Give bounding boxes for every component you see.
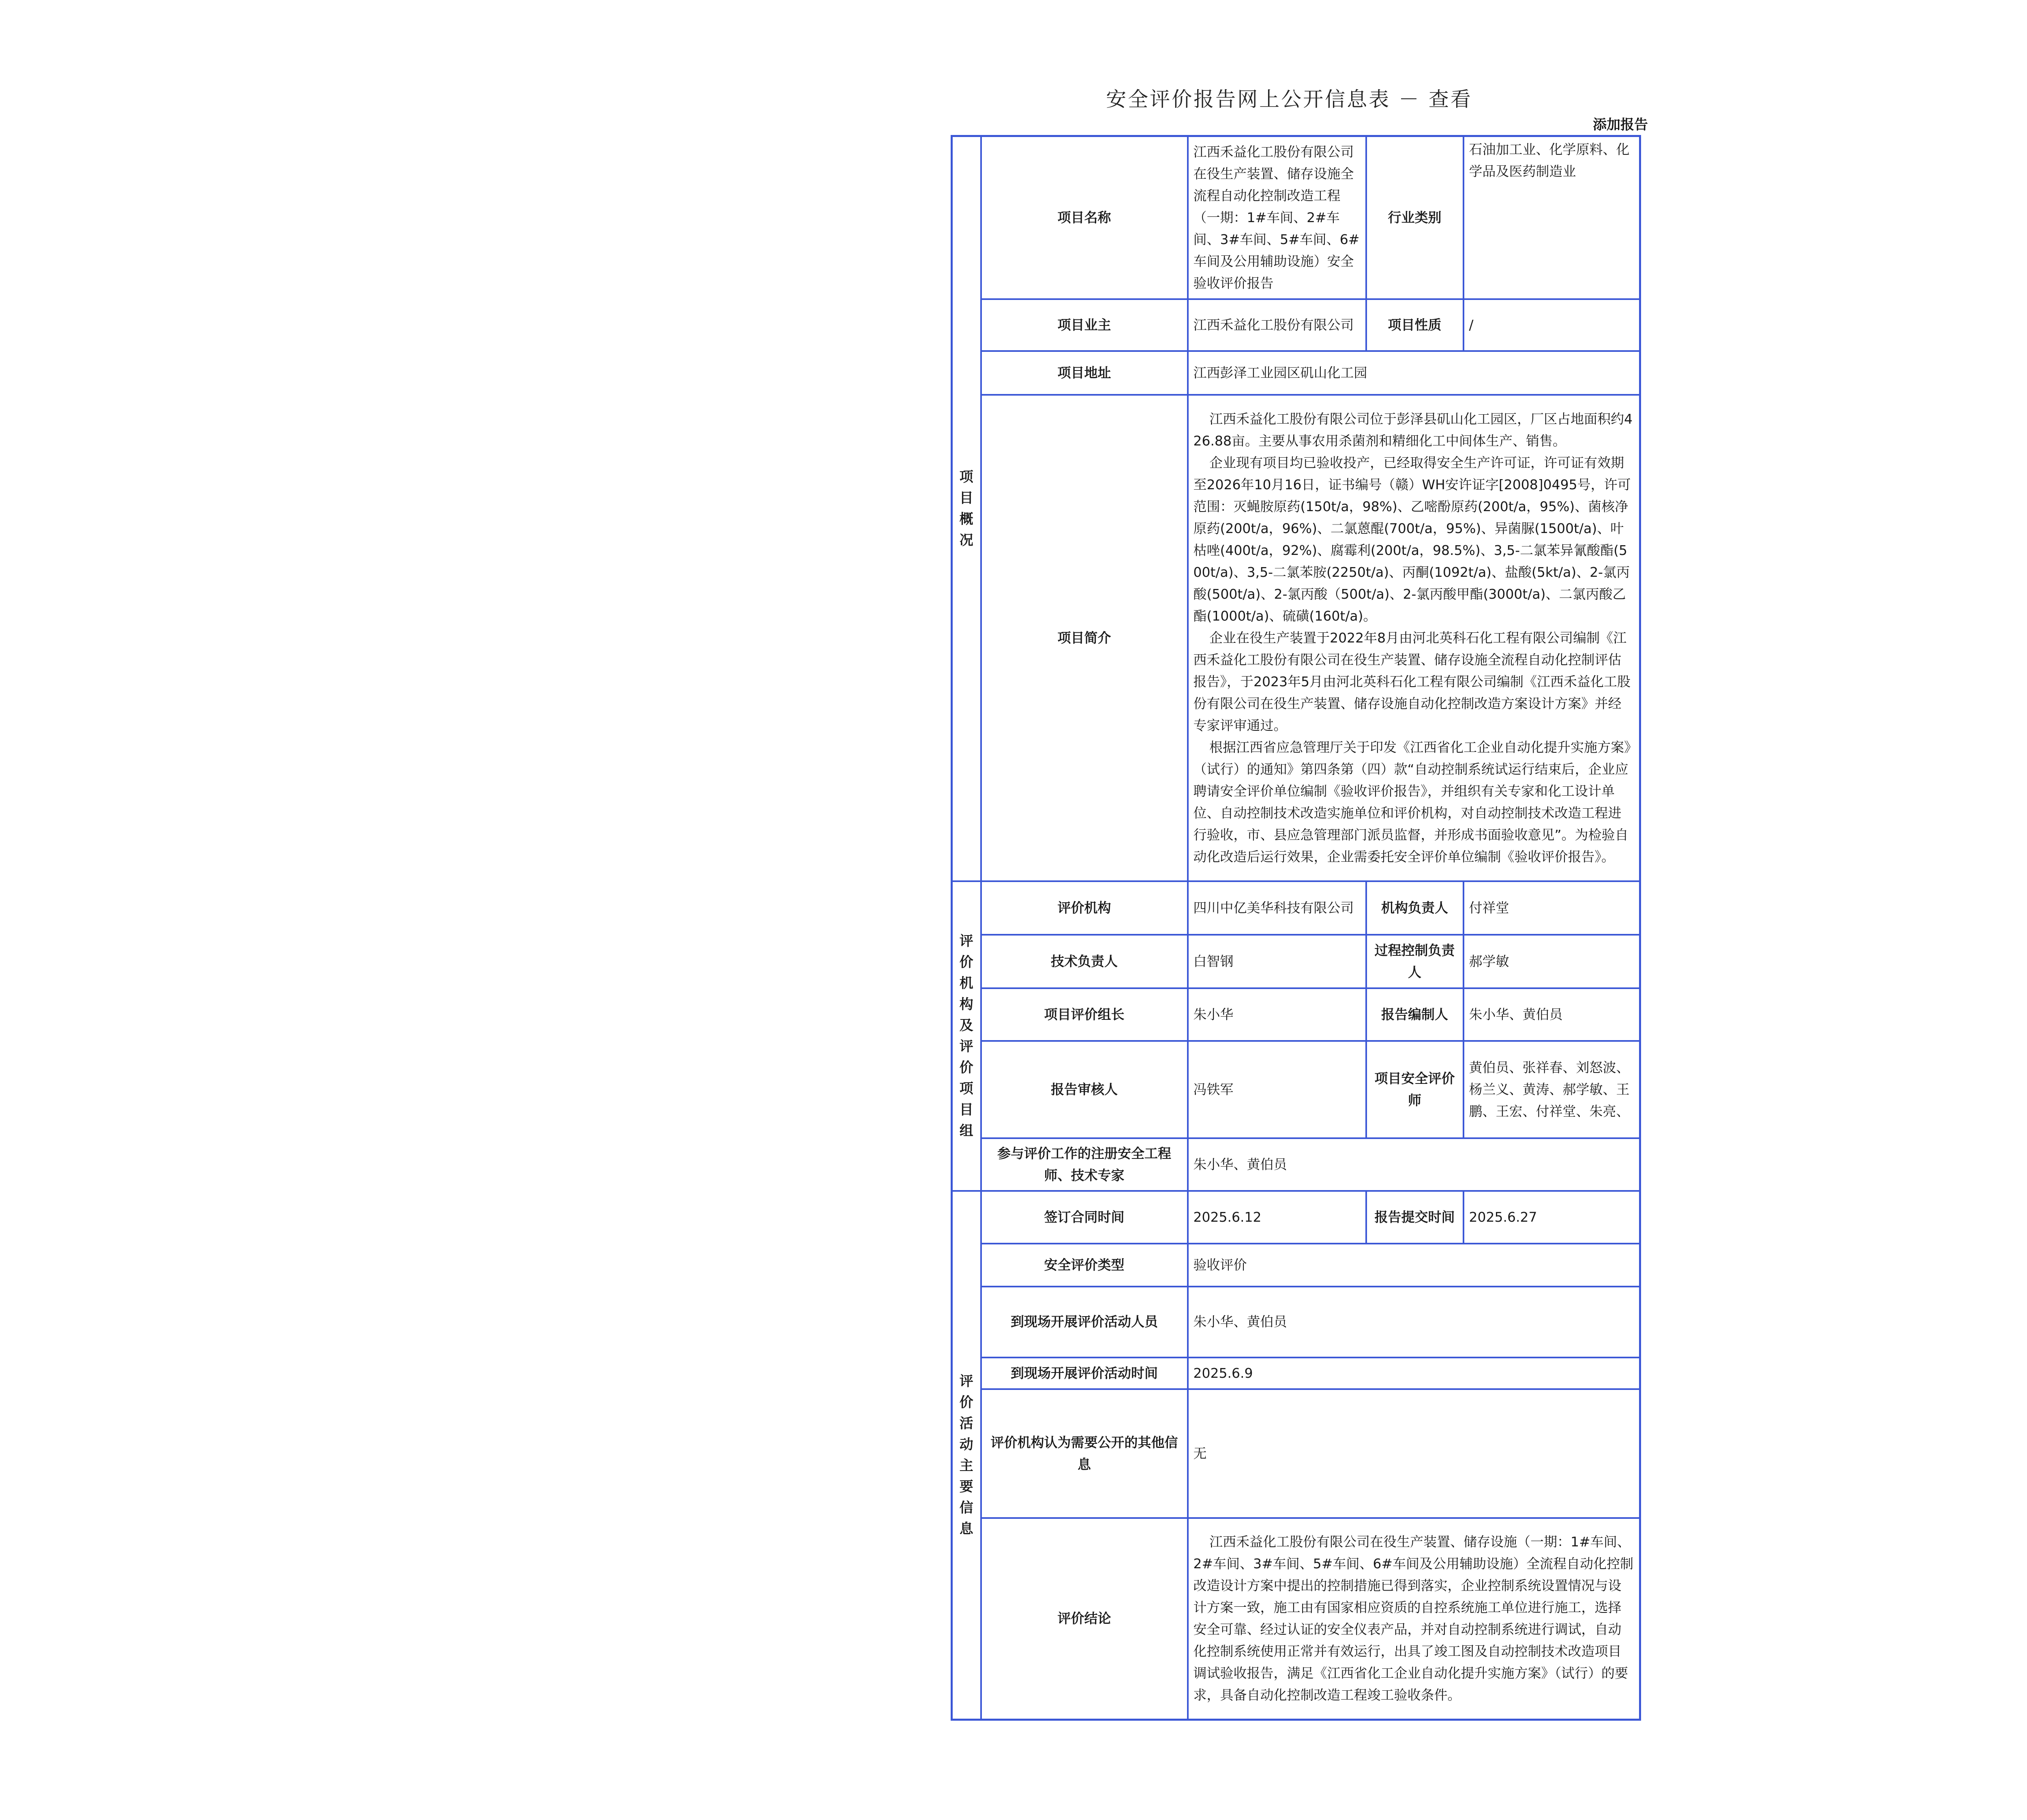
page-title: 安全评价报告网上公开信息表 － 查看 — [1106, 88, 1472, 111]
table-row — [952, 988, 1640, 1041]
section-char: 评 — [959, 1038, 973, 1055]
section-char: 概 — [959, 511, 973, 527]
nature-value: / — [1463, 299, 1640, 351]
contract-date-value: 2025.6.12 — [1188, 1191, 1366, 1244]
section-char: 机 — [959, 975, 973, 991]
other-info-label: 评价机构认为需要公开的其他信息 — [981, 1389, 1188, 1518]
industry-value: 石油加工业、化学原料、化学品及医药制造业 — [1463, 136, 1640, 299]
section-char: 价 — [959, 1394, 973, 1411]
table-row — [952, 881, 1640, 935]
site-staff-value: 朱小华、黄伯员 — [1188, 1287, 1640, 1358]
address-label: 项目地址 — [981, 351, 1188, 395]
team-leader-value: 朱小华 — [1188, 988, 1366, 1041]
submit-date-value: 2025.6.27 — [1463, 1191, 1640, 1244]
intro-label: 项目简介 — [981, 395, 1188, 881]
table-row — [952, 136, 1640, 299]
section-char: 项 — [959, 1080, 973, 1097]
agency-value: 四川中亿美华科技有限公司 — [1188, 881, 1366, 935]
section-agency — [952, 881, 981, 1191]
section-char: 项 — [959, 469, 973, 485]
project-name-value: 江西禾益化工股份有限公司在役生产装置、储存设施全流程自动化控制改造工程（一期：1#车间、2#车间、3#车间、5#车间、6#车间及公用辅助设施）安全验收评价报告 — [1188, 136, 1366, 299]
section-label — [953, 467, 980, 551]
table-row — [952, 1191, 1640, 1244]
intro-paragraph: 企业在役生产装置于2022年8月由河北英科石化工程有限公司编制《江西禾益化工股份有限公司在役生产装置、储存设施全流程自动化控制评估报告》，于2023年5月由河北英科石化工程有限公司编制《江西禾益化工股份有限公司在役生产装置、储存设施自动化控制改造方案设计方案》并经专家评审通过。 — [1193, 630, 1631, 733]
safety-evaluators-label: 项目安全评价师 — [1366, 1041, 1463, 1138]
site-staff-label: 到现场开展评价活动人员 — [981, 1287, 1188, 1358]
process-head-value: 郝学敏 — [1463, 935, 1640, 988]
owner-label: 项目业主 — [981, 299, 1188, 351]
report-author-value: 朱小华、黄伯员 — [1463, 988, 1640, 1041]
section-activity — [952, 1191, 981, 1720]
project-name-label: 项目名称 — [981, 136, 1188, 299]
section-char: 评 — [959, 933, 973, 949]
table-row — [952, 1287, 1640, 1358]
section-label — [953, 931, 980, 1141]
table-row — [952, 1041, 1640, 1138]
other-info-value: 无 — [1188, 1389, 1640, 1518]
section-char: 价 — [959, 954, 973, 970]
report-author-label: 报告编制人 — [1366, 988, 1463, 1041]
info-table — [951, 135, 1641, 1721]
submit-date-label: 报告提交时间 — [1366, 1191, 1463, 1244]
tech-head-label: 技术负责人 — [981, 935, 1188, 988]
reviewer-value: 冯铁军 — [1188, 1041, 1366, 1138]
safety-evaluators-value: 黄伯员、张祥春、刘怒波、杨兰义、黄涛、郝学敏、王鹏、王宏、付祥堂、朱亮、 — [1463, 1041, 1640, 1138]
section-char: 息 — [959, 1520, 973, 1537]
section-char: 组 — [959, 1122, 973, 1139]
table-row — [952, 1358, 1640, 1389]
section-char: 动 — [959, 1436, 973, 1453]
table-row — [952, 299, 1640, 351]
section-char: 价 — [959, 1059, 973, 1076]
conclusion-paragraph: 江西禾益化工股份有限公司在役生产装置、储存设施（一期：1#车间、2#车间、3#车间、5#车间、6#车间及公用辅助设施）全流程自动化控制改造设计方案中提出的控制措施已得到落实，企业控制系统设置情况与设计方案一致，施工由有国家相应资质的自控系统施工单位进行施工，选择安全可靠、经过认证的安全仪表产品，并对自动控制系统进行调试，自动化控制系统使用正常并有效运行，出具了竣工图及自动控制技术改造项目调试验收报告，满足《江西省化工企业自动化提升实施方案》（试行）的要求，具备自动化控制改造工程竣工验收条件。 — [1193, 1534, 1634, 1703]
section-char: 目 — [959, 490, 973, 506]
process-head-label: 过程控制负责人 — [1366, 935, 1463, 988]
section-char: 信 — [959, 1499, 973, 1516]
table-row — [952, 351, 1640, 395]
section-char: 活 — [959, 1415, 973, 1432]
section-char: 况 — [959, 532, 973, 548]
table-row — [952, 1518, 1640, 1720]
intro-value — [1188, 395, 1640, 881]
nature-label: 项目性质 — [1366, 299, 1463, 351]
engineers-label: 参与评价工作的注册安全工程师、技术专家 — [981, 1138, 1188, 1191]
eval-type-value: 验收评价 — [1188, 1244, 1640, 1287]
eval-type-label: 安全评价类型 — [981, 1244, 1188, 1287]
section-label — [953, 1371, 980, 1540]
intro-paragraph: 根据江西省应急管理厅关于印发《江西省化工企业自动化提升实施方案》（试行）的通知》第四条第（四）款“自动控制系统试运行结束后，企业应聘请安全评价单位编制《验收评价报告》，并组织有关专家和化工设计单位、自动控制技术改造实施单位和评价机构，对自动控制技术改造工程进行验收，市、县应急管理部门派员监督，并形成书面验收意见”。为检验自动化改造后运行效果，企业需委托安全评价单位编制《验收评价报告》。 — [1193, 739, 1631, 865]
section-overview — [952, 136, 981, 881]
team-leader-label: 项目评价组长 — [981, 988, 1188, 1041]
tech-head-value: 白智钢 — [1188, 935, 1366, 988]
table-row — [952, 1244, 1640, 1287]
conclusion-value — [1188, 1518, 1640, 1720]
industry-label: 行业类别 — [1366, 136, 1463, 299]
section-char: 目 — [959, 1101, 973, 1118]
table-row — [952, 1389, 1640, 1518]
address-value: 江西彭泽工业园区矶山化工园 — [1188, 351, 1640, 395]
table-row — [952, 935, 1640, 988]
agency-head-label: 机构负责人 — [1366, 881, 1463, 935]
intro-paragraph: 企业现有项目均已验收投产，已经取得安全生产许可证，许可证有效期至2026年10月16日，证书编号（赣）WH安许证字[2008]0495号，许可范围：灭蝇胺原药(150t/a，98%)、乙嘧酚原药(200t/a，95%)、菌核净原药(200t/a，96%)、二氯蒽醌(700t/a，95%)、异菌脲(1500t/a)、叶枯唑(400t/a，92%)、腐霉利(200t/a，98.5%)、3,5-二氯苯异氰酸酯(500t/a)、3,5-二氯苯胺(2250t/a)、丙酮(1092t/a)、盐酸(5kt/a)、2-氯丙酸(500t/a)、2-氯丙酸（500t/a)、2-氯丙酸甲酯(3000t/a)、二氯丙酸乙酯(1000t/a)、硫磺(160t/a)。 — [1193, 454, 1631, 624]
section-char: 评 — [959, 1373, 973, 1390]
conclusion-label: 评价结论 — [981, 1518, 1188, 1720]
intro-paragraph: 江西禾益化工股份有限公司位于彭泽县矶山化工园区，厂区占地面积约426.88亩。主要从事农用杀菌剂和精细化工中间体生产、销售。 — [1193, 411, 1633, 449]
agency-label: 评价机构 — [981, 881, 1188, 935]
table-row — [952, 1138, 1640, 1191]
site-time-value: 2025.6.9 — [1188, 1358, 1640, 1389]
section-char: 及 — [959, 1017, 973, 1034]
reviewer-label: 报告审核人 — [981, 1041, 1188, 1138]
add-report-link[interactable]: 添加报告 — [1593, 117, 1648, 133]
section-char: 要 — [959, 1478, 973, 1495]
agency-head-value: 付祥堂 — [1463, 881, 1640, 935]
engineers-value: 朱小华、黄伯员 — [1188, 1138, 1640, 1191]
owner-value: 江西禾益化工股份有限公司 — [1188, 299, 1366, 351]
section-char: 构 — [959, 996, 973, 1013]
table-row — [952, 395, 1640, 881]
contract-date-label: 签订合同时间 — [981, 1191, 1188, 1244]
site-time-label: 到现场开展评价活动时间 — [981, 1358, 1188, 1389]
section-char: 主 — [959, 1457, 973, 1474]
